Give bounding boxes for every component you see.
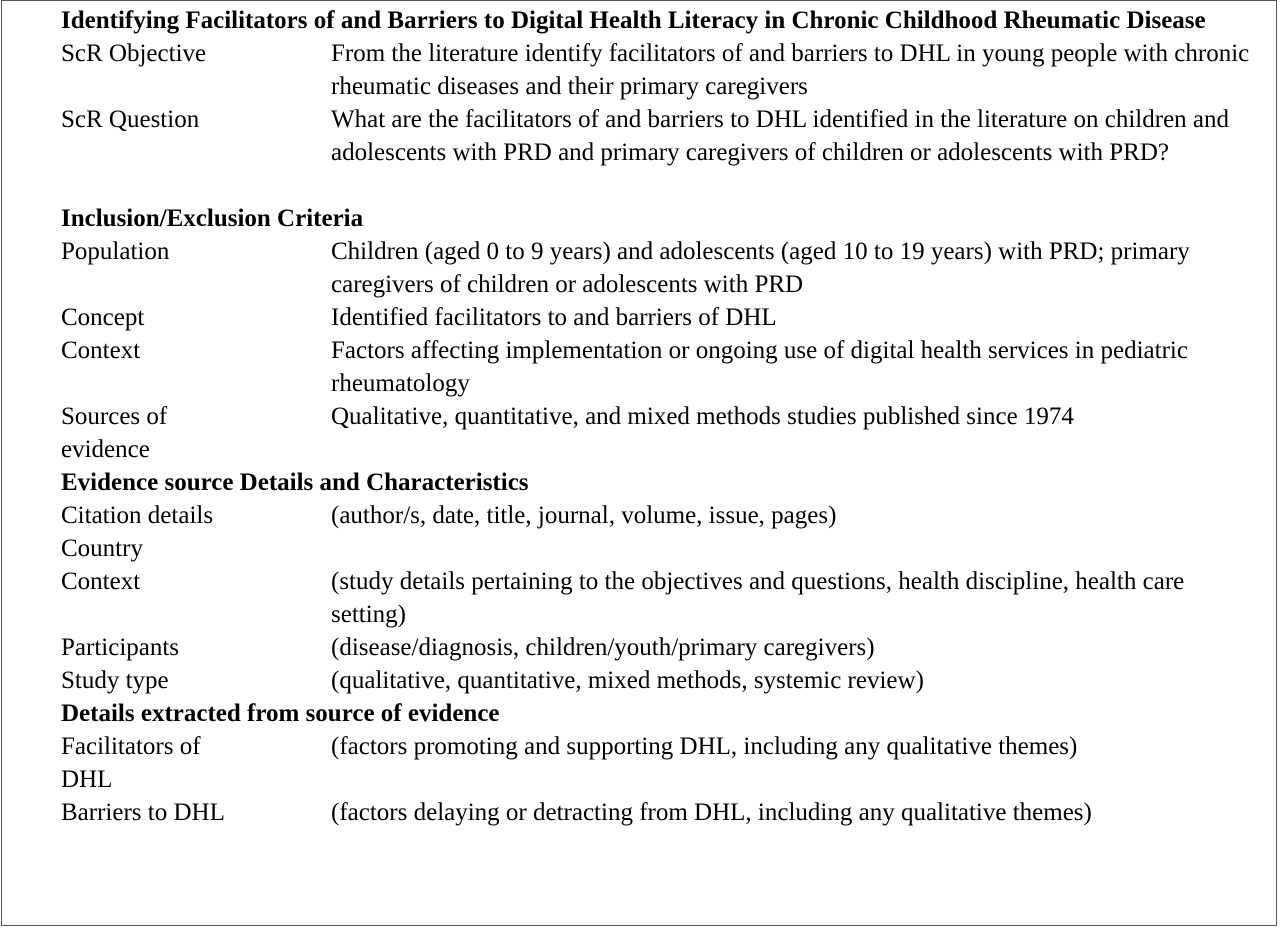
row-label: Country — [61, 535, 143, 562]
row-value: (disease/diagnosis, children/youth/primary caregivers) — [331, 634, 875, 661]
row-label: Barriers to DHL — [61, 799, 225, 826]
table-row — [61, 499, 1261, 532]
row-label: Sources of evidence — [61, 403, 168, 463]
table-row — [61, 37, 1261, 103]
row-label: Population — [61, 238, 170, 265]
spacer — [61, 169, 1261, 202]
row-value: What are the facilitators of and barriers to DHL identified in the literature on children and adolescents with PRD and primary caregivers of children or adolescents with PRD? — [331, 106, 1230, 166]
row-value: Factors affecting implementation or ongoing use of digital health services in pediatric rheumatology — [331, 337, 1188, 397]
table-row — [61, 235, 1261, 301]
table-row — [61, 532, 1261, 565]
row-label: Concept — [61, 304, 145, 331]
row-label: Study type — [61, 667, 169, 694]
table-row — [61, 796, 1261, 829]
table-row — [61, 103, 1261, 169]
table-row — [61, 631, 1261, 664]
row-label: Participants — [61, 634, 180, 661]
row-value: (study details pertaining to the objectives and questions, health discipline, health care setting) — [331, 568, 1185, 628]
row-value: Children (aged 0 to 9 years) and adolescents (aged 10 to 19 years) with PRD; primary caregivers of children or adolescents with PRD — [331, 238, 1190, 298]
table-title: Identifying Facilitators of and Barriers to Digital Health Literacy in Chronic Childhood Rheumatic Disease — [61, 7, 1206, 34]
table-row — [61, 664, 1261, 697]
row-label: ScR Objective — [61, 40, 207, 67]
row-label: Context — [61, 568, 141, 595]
row-value: From the literature identify facilitators of and barriers to DHL in young people with chronic rheumatic diseases and their primary caregivers — [331, 40, 1250, 100]
row-label: Context — [61, 337, 141, 364]
table-row — [61, 334, 1261, 400]
row-label: Facilitators of DHL — [61, 733, 201, 793]
row-value: Identified facilitators to and barriers of DHL — [331, 304, 777, 331]
table-row — [61, 730, 1261, 796]
table-row — [61, 400, 1261, 466]
row-value: (qualitative, quantitative, mixed methods, systemic review) — [331, 667, 924, 694]
row-label: ScR Question — [61, 106, 200, 133]
row-label: Citation details — [61, 502, 214, 529]
table-content — [61, 4, 1261, 829]
section-heading: Inclusion/Exclusion Criteria — [61, 205, 364, 232]
row-value: (author/s, date, title, journal, volume, issue, pages) — [331, 502, 837, 529]
row-value: (factors delaying or detracting from DHL, including any qualitative themes) — [331, 799, 1092, 826]
section-heading: Evidence source Details and Characteristics — [61, 469, 529, 496]
table-row — [61, 301, 1261, 334]
row-value: Qualitative, quantitative, and mixed methods studies published since 1974 — [331, 403, 1074, 430]
table-row — [61, 565, 1261, 631]
section-heading: Details extracted from source of evidence — [61, 700, 500, 727]
row-value — [331, 532, 1261, 565]
row-value: (factors promoting and supporting DHL, including any qualitative themes) — [331, 733, 1078, 760]
